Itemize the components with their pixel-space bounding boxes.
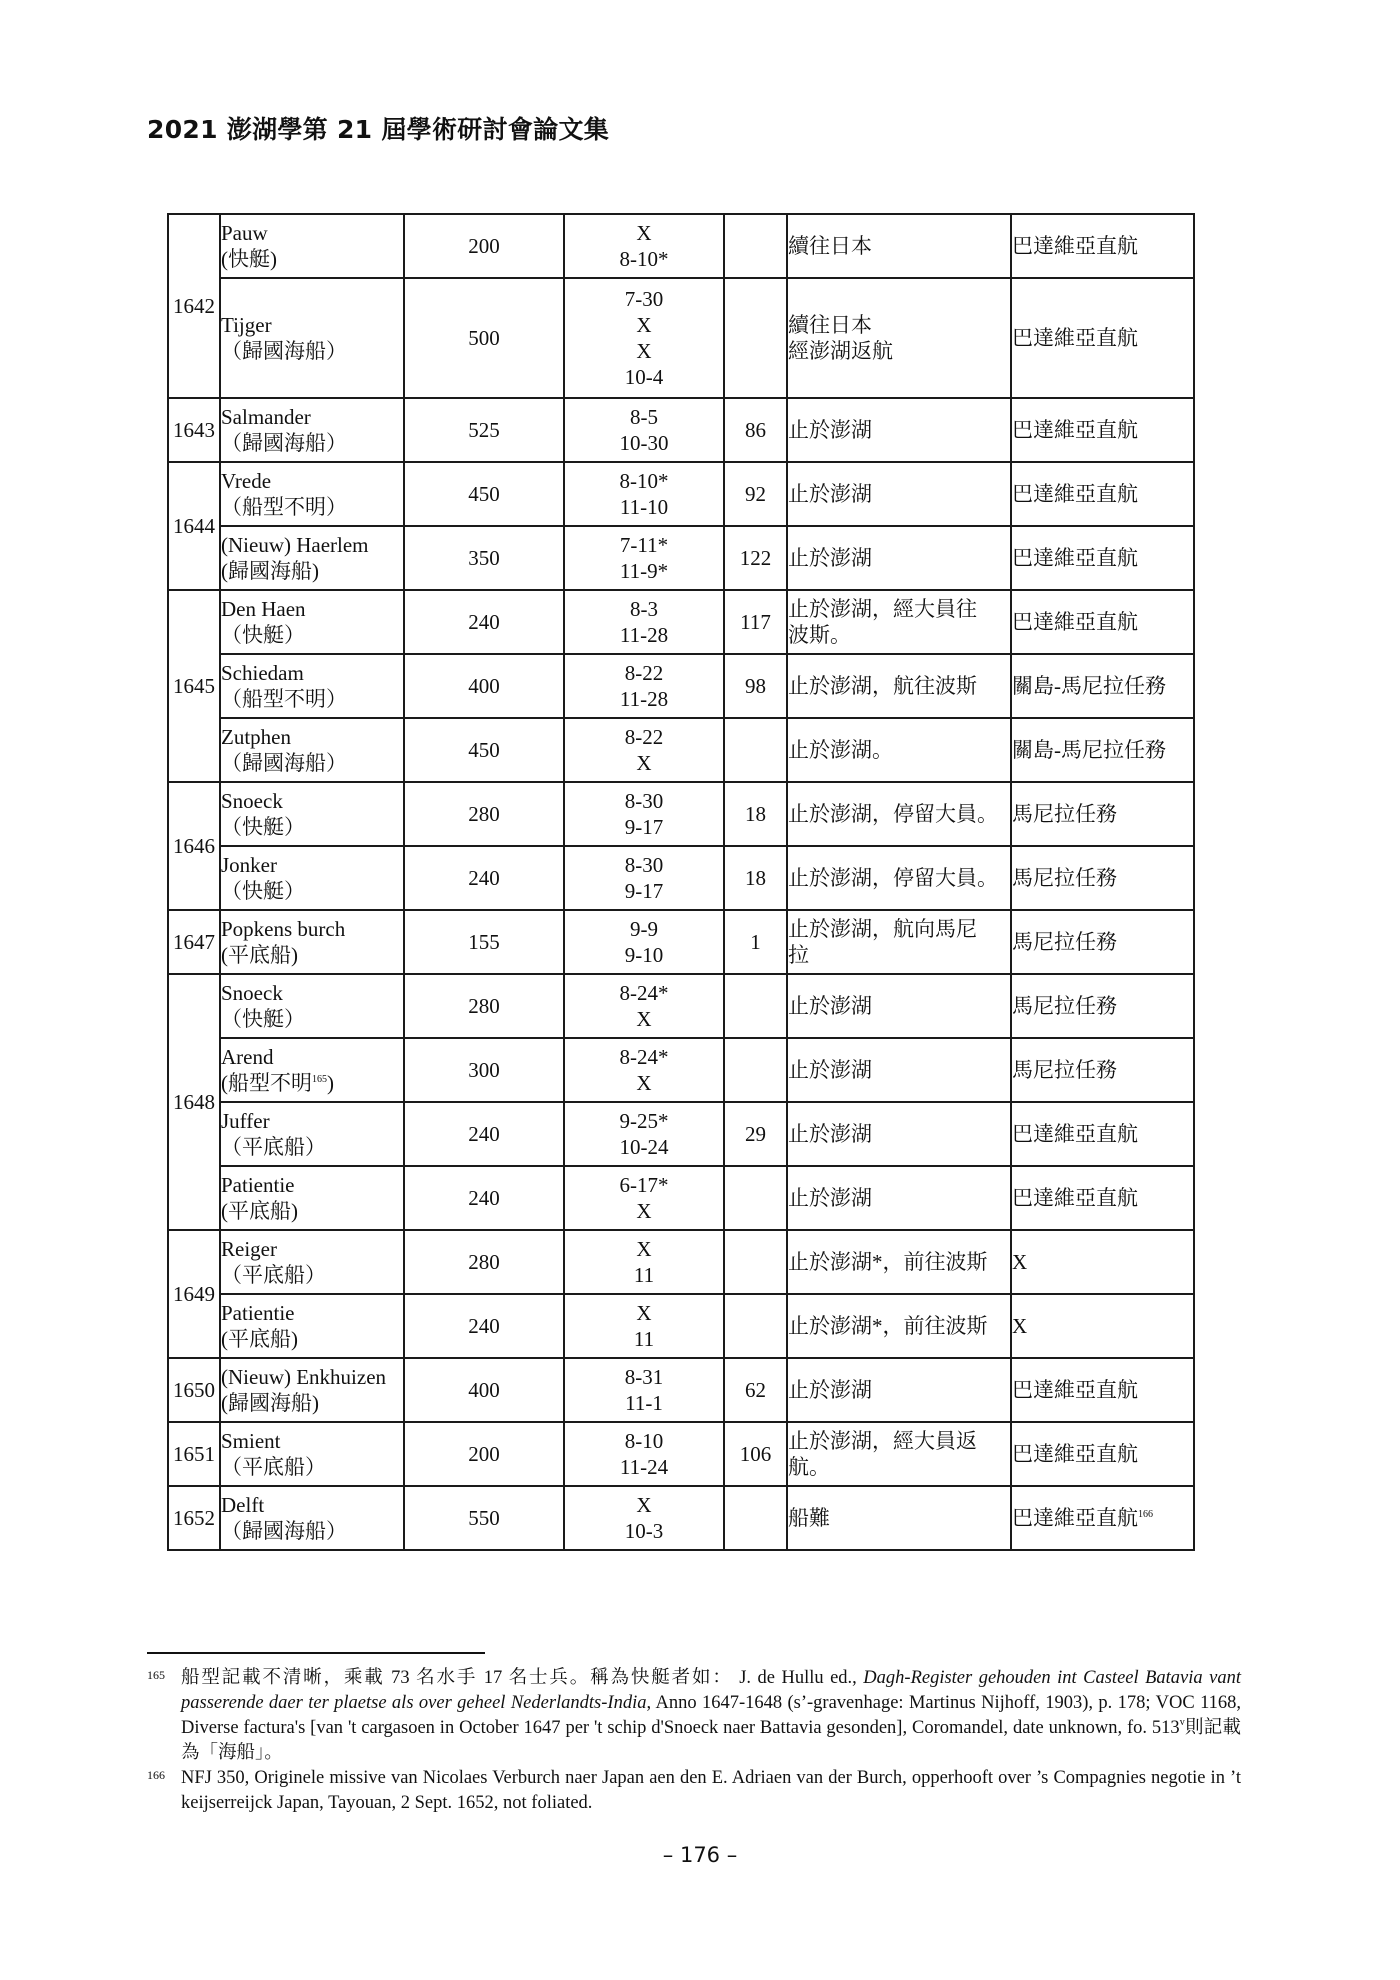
tonnage-cell: 240	[404, 846, 564, 910]
tonnage-cell: 450	[404, 462, 564, 526]
note-cell	[787, 1422, 1011, 1486]
date-value: 8-10*	[619, 469, 669, 493]
note-line: 止於澎湖	[788, 1122, 872, 1146]
route-cell: 巴達維亞直航	[1011, 462, 1194, 526]
ship-name: Arend	[221, 1045, 274, 1069]
days-cell	[724, 1038, 787, 1102]
route-cell: 巴達維亞直航	[1011, 1422, 1194, 1486]
ship-name-cell	[220, 214, 404, 278]
note-line: 止於澎湖	[788, 546, 872, 570]
dates-cell	[564, 1422, 724, 1486]
date-value: X	[636, 751, 652, 775]
note-line: 止於澎湖。	[788, 738, 893, 762]
year-cell: 1651	[168, 1422, 220, 1486]
date-value: 11-28	[619, 687, 669, 711]
ship-type: （歸國海船）	[221, 1519, 347, 1543]
ship-name-cell	[220, 974, 404, 1038]
date-value: 8-24*	[619, 1045, 669, 1069]
footnote-text: 船型記載不清晰，乘載 73 名水手 17 名士兵。稱為快艇者如： J. de Hullu ed.,	[181, 1668, 864, 1688]
ship-type: (船型不明$^{165}$)	[221, 1071, 334, 1095]
ship-name: Pauw	[221, 221, 268, 245]
year-cell: 1644	[168, 462, 220, 590]
note-line: 船難	[788, 1506, 830, 1530]
ship-name-cell	[220, 654, 404, 718]
days-cell	[724, 278, 787, 398]
days-cell	[724, 974, 787, 1038]
days-cell: 106	[724, 1422, 787, 1486]
dates-cell	[564, 1038, 724, 1102]
tonnage-cell: 280	[404, 974, 564, 1038]
ship-type: （歸國海船）	[221, 339, 347, 363]
note-line: 止於澎湖	[788, 1058, 872, 1082]
ship-name-cell	[220, 1358, 404, 1422]
days-cell	[724, 718, 787, 782]
ship-name-cell	[220, 1166, 404, 1230]
tonnage-cell: 200	[404, 214, 564, 278]
route-cell: 巴達維亞直航	[1011, 1102, 1194, 1166]
ship-type: （快艇）	[221, 1007, 305, 1031]
date-value: 8-5	[630, 405, 658, 429]
days-cell: 86	[724, 398, 787, 462]
ship-type: （歸國海船）	[221, 751, 347, 775]
route-cell: 巴達維亞直航	[1011, 278, 1194, 398]
days-cell	[724, 1166, 787, 1230]
footnote-text: 則記載為「海船」。	[181, 1718, 1241, 1763]
note-cell	[787, 1294, 1011, 1358]
ship-name: Patientie	[221, 1173, 295, 1197]
route-cell: 巴達維亞直航	[1011, 1166, 1194, 1230]
year-cell: 1643	[168, 398, 220, 462]
date-value: 8-3	[630, 597, 658, 621]
date-value: X	[636, 1071, 652, 1095]
date-value: 11-28	[619, 623, 669, 647]
days-cell: 18	[724, 846, 787, 910]
ship-type: (快艇)	[221, 247, 277, 271]
date-value: 8-30	[624, 853, 664, 877]
ship-name-cell	[220, 1230, 404, 1294]
ship-name: Delft	[221, 1493, 265, 1517]
dates-cell	[564, 526, 724, 590]
tonnage-cell: 280	[404, 1230, 564, 1294]
route-cell: 關島-馬尼拉任務	[1011, 718, 1194, 782]
days-cell: 92	[724, 462, 787, 526]
ship-type: （船型不明）	[221, 495, 347, 519]
route-cell: 馬尼拉任務	[1011, 1038, 1194, 1102]
days-cell: 98	[724, 654, 787, 718]
note-line: 止於澎湖*，前往波斯	[788, 1250, 988, 1274]
date-value: 10-30	[619, 431, 669, 455]
date-value: 8-10	[624, 1429, 664, 1453]
days-cell	[724, 214, 787, 278]
date-value: 8-22	[624, 661, 664, 685]
date-value: X	[636, 1237, 652, 1261]
ship-name: Jonker	[221, 853, 277, 877]
table-row	[168, 782, 1194, 846]
table-row	[168, 1486, 1194, 1550]
route-cell: 馬尼拉任務	[1011, 846, 1194, 910]
footnote-divider	[147, 1652, 485, 1654]
note-line: 止於澎湖，停留大員。	[788, 866, 998, 890]
date-value: 10-4	[624, 365, 664, 389]
table-row	[168, 1166, 1194, 1230]
footnote-ref: 165	[312, 1074, 327, 1085]
note-cell	[787, 526, 1011, 590]
dates-cell	[564, 1486, 724, 1550]
note-line: 止於澎湖，經大員往	[788, 597, 977, 621]
note-cell	[787, 1102, 1011, 1166]
dates-cell	[564, 1230, 724, 1294]
date-value: 9-17	[624, 879, 664, 903]
table-row	[168, 214, 1194, 278]
ship-name: Smient	[221, 1429, 281, 1453]
ship-type: (平底船)	[221, 1199, 298, 1223]
ship-name: Snoeck	[221, 789, 283, 813]
days-cell: 117	[724, 590, 787, 654]
ship-name-cell	[220, 910, 404, 974]
route-cell: 巴達維亞直航$^{166}$	[1011, 1486, 1194, 1550]
footnote-text: , Anno 1647-1648 (s’-gravenhage: Martinus Nijhoff, 1903), p. 178; VOC 1168, Diverse factura's [van 't cargasoen in October 1647 per 't schip d'Snoeck naer Battavia gesonden], Coromandel, date unknown, fo. 513	[181, 1693, 1242, 1738]
ship-voyage-table	[167, 213, 1195, 1551]
date-value: 8-31	[624, 1365, 664, 1389]
table-row	[168, 1102, 1194, 1166]
ship-type: （歸國海船）	[221, 431, 347, 455]
ship-name: (Nieuw) Enkhuizen	[221, 1365, 387, 1389]
table-row	[168, 398, 1194, 462]
ship-type: (平底船)	[221, 1327, 298, 1351]
ship-name: Reiger	[221, 1237, 277, 1261]
route-cell: 馬尼拉任務	[1011, 974, 1194, 1038]
table-row	[168, 1358, 1194, 1422]
ship-name-cell	[220, 1486, 404, 1550]
table-row	[168, 526, 1194, 590]
table-row	[168, 462, 1194, 526]
date-value: 9-10	[624, 943, 664, 967]
route-cell: 馬尼拉任務	[1011, 782, 1194, 846]
footnote-ref: 166	[1138, 1509, 1153, 1520]
ship-name-cell	[220, 1038, 404, 1102]
dates-cell	[564, 910, 724, 974]
days-cell	[724, 1294, 787, 1358]
route-cell: 巴達維亞直航	[1011, 526, 1194, 590]
note-cell	[787, 910, 1011, 974]
note-line: 止於澎湖	[788, 1378, 872, 1402]
note-cell	[787, 398, 1011, 462]
date-value: 11	[633, 1327, 655, 1351]
superscript: v	[1179, 1717, 1185, 1728]
table-row	[168, 974, 1194, 1038]
running-header-title: 2021 澎湖學第 21 屆學術研討會論文集	[147, 115, 610, 144]
tonnage-cell: 550	[404, 1486, 564, 1550]
ship-name: Zutphen	[221, 725, 291, 749]
ship-name: Popkens burch	[221, 917, 346, 941]
date-value: X	[636, 1301, 652, 1325]
note-line: 止於澎湖，航向馬尼	[788, 917, 977, 941]
dates-cell	[564, 214, 724, 278]
dates-cell	[564, 278, 724, 398]
dates-cell	[564, 974, 724, 1038]
ship-type: （船型不明）	[221, 687, 347, 711]
year-cell: 1646	[168, 782, 220, 910]
date-value: X	[636, 1493, 652, 1517]
year-cell: 1650	[168, 1358, 220, 1422]
ship-name-cell	[220, 846, 404, 910]
days-cell: 122	[724, 526, 787, 590]
dates-cell	[564, 654, 724, 718]
note-cell	[787, 590, 1011, 654]
table-row	[168, 654, 1194, 718]
date-value: X	[636, 339, 652, 363]
tonnage-cell: 300	[404, 1038, 564, 1102]
dates-cell	[564, 846, 724, 910]
date-value: X	[636, 1199, 652, 1223]
ship-name: Schiedam	[221, 661, 304, 685]
ship-name-cell	[220, 782, 404, 846]
dates-cell	[564, 782, 724, 846]
dates-cell	[564, 1294, 724, 1358]
tonnage-cell: 500	[404, 278, 564, 398]
note-cell	[787, 1038, 1011, 1102]
route-cell: 巴達維亞直航	[1011, 398, 1194, 462]
note-cell	[787, 782, 1011, 846]
dates-cell	[564, 1358, 724, 1422]
days-cell: 29	[724, 1102, 787, 1166]
days-cell: 62	[724, 1358, 787, 1422]
ship-type: (平底船)	[221, 943, 298, 967]
note-cell	[787, 462, 1011, 526]
footnote	[147, 1666, 1241, 1766]
ship-type: （平底船）	[221, 1135, 326, 1159]
italic-title: Dagh-Register gehouden int Casteel Batavia vant passerende daer ter plaetse als over geheel Nederlandts-India	[181, 1668, 1242, 1713]
route-cell: X	[1011, 1294, 1194, 1358]
date-value: X	[636, 1007, 652, 1031]
note-line: 止於澎湖	[788, 482, 872, 506]
table-row	[168, 1294, 1194, 1358]
days-cell	[724, 1486, 787, 1550]
tonnage-cell: 240	[404, 590, 564, 654]
footnote-number: 166	[147, 1768, 165, 1782]
date-value: 11-1	[625, 1391, 663, 1415]
table-row	[168, 718, 1194, 782]
ship-name-cell	[220, 278, 404, 398]
note-cell	[787, 1486, 1011, 1550]
page-number: – 176 –	[662, 1843, 738, 1867]
note-line: 航。	[788, 1455, 830, 1479]
ship-name: (Nieuw) Haerlem	[221, 533, 369, 557]
tonnage-cell: 400	[404, 654, 564, 718]
year-cell: 1647	[168, 910, 220, 974]
dates-cell	[564, 398, 724, 462]
date-value: 11	[633, 1263, 655, 1287]
date-value: 8-30	[624, 789, 664, 813]
note-cell	[787, 974, 1011, 1038]
date-value: 9-25*	[619, 1109, 669, 1133]
date-value: 9-9	[630, 917, 658, 941]
note-line: 止於澎湖，航往波斯	[788, 674, 977, 698]
tonnage-cell: 240	[404, 1294, 564, 1358]
note-line: 止於澎湖，停留大員。	[788, 802, 998, 826]
date-value: 10-24	[619, 1135, 669, 1159]
ship-name-cell	[220, 718, 404, 782]
days-cell	[724, 1230, 787, 1294]
note-line: 續往日本	[788, 313, 872, 337]
tonnage-cell: 155	[404, 910, 564, 974]
note-line: 止於澎湖	[788, 418, 872, 442]
table-row	[168, 1422, 1194, 1486]
note-cell	[787, 1166, 1011, 1230]
route-cell: 巴達維亞直航	[1011, 590, 1194, 654]
note-line: 止於澎湖	[788, 994, 872, 1018]
date-value: 10-3	[624, 1519, 664, 1543]
route-cell: 巴達維亞直航	[1011, 1358, 1194, 1422]
note-cell	[787, 718, 1011, 782]
year-cell: 1645	[168, 590, 220, 782]
date-value: X	[636, 221, 652, 245]
ship-type: （快艇）	[221, 623, 305, 647]
ship-type: （快艇）	[221, 879, 305, 903]
ship-name: Vrede	[221, 469, 272, 493]
date-value: 9-17	[624, 815, 664, 839]
ship-name: Tijger	[221, 313, 272, 337]
ship-name: Den Haen	[221, 597, 306, 621]
table-row	[168, 278, 1194, 398]
note-cell	[787, 1230, 1011, 1294]
dates-cell	[564, 462, 724, 526]
date-value: 7-11*	[619, 533, 669, 557]
ship-name: Snoeck	[221, 981, 283, 1005]
ship-type: （平底船）	[221, 1455, 326, 1479]
year-cell: 1642	[168, 214, 220, 398]
note-line: 經澎湖返航	[788, 339, 893, 363]
dates-cell	[564, 1166, 724, 1230]
table-row	[168, 846, 1194, 910]
footnote-number: 165	[147, 1668, 165, 1682]
tonnage-cell: 400	[404, 1358, 564, 1422]
date-value: 7-30	[624, 287, 664, 311]
date-value: 8-24*	[619, 981, 669, 1005]
tonnage-cell: 350	[404, 526, 564, 590]
date-value: 8-10*	[619, 247, 669, 271]
ship-name-cell	[220, 590, 404, 654]
days-cell: 1	[724, 910, 787, 974]
ship-name-cell	[220, 526, 404, 590]
year-cell: 1648	[168, 974, 220, 1230]
ship-type: (歸國海船)	[221, 559, 319, 583]
note-line: 波斯。	[788, 623, 851, 647]
note-cell	[787, 214, 1011, 278]
year-cell: 1649	[168, 1230, 220, 1358]
note-line: 續往日本	[788, 234, 872, 258]
date-value: X	[636, 313, 652, 337]
ship-name: Patientie	[221, 1301, 295, 1325]
note-cell	[787, 654, 1011, 718]
ship-name: Salmander	[221, 405, 311, 429]
ship-type: （快艇）	[221, 815, 305, 839]
date-value: 11-24	[619, 1455, 669, 1479]
table-row	[168, 910, 1194, 974]
note-cell	[787, 1358, 1011, 1422]
route-cell: 關島-馬尼拉任務	[1011, 654, 1194, 718]
ship-name-cell	[220, 398, 404, 462]
ship-name-cell	[220, 1294, 404, 1358]
dates-cell	[564, 1102, 724, 1166]
tonnage-cell: 240	[404, 1102, 564, 1166]
ship-name-cell	[220, 1422, 404, 1486]
date-value: 11-9*	[619, 559, 669, 583]
table-row	[168, 590, 1194, 654]
note-line: 拉	[788, 943, 809, 967]
table-body	[168, 214, 1194, 1550]
ship-type: （平底船）	[221, 1263, 326, 1287]
date-value: 6-17*	[619, 1173, 669, 1197]
footnotes	[147, 1666, 1241, 1816]
footnote	[147, 1766, 1241, 1816]
date-value: 8-22	[624, 725, 664, 749]
dates-cell	[564, 590, 724, 654]
route-cell: 馬尼拉任務	[1011, 910, 1194, 974]
year-cell: 1652	[168, 1486, 220, 1550]
dates-cell	[564, 718, 724, 782]
tonnage-cell: 450	[404, 718, 564, 782]
ship-name: Juffer	[221, 1109, 270, 1133]
note-line: 止於澎湖	[788, 1186, 872, 1210]
ship-type: (歸國海船)	[221, 1391, 319, 1415]
note-cell	[787, 278, 1011, 398]
note-line: 止於澎湖*，前往波斯	[788, 1314, 988, 1338]
footnote-text: NFJ 350, Originele missive van Nicolaes Verburch naer Japan aen den E. Adriaen van der Burch, opperhooft over ’s Compagnies negotie in ’t keijserreijck Japan, Tayouan, 2 Sept. 1652, not foliated.	[181, 1768, 1241, 1813]
note-cell	[787, 846, 1011, 910]
ship-name-cell	[220, 1102, 404, 1166]
tonnage-cell: 525	[404, 398, 564, 462]
table-row	[168, 1230, 1194, 1294]
tonnage-cell: 240	[404, 1166, 564, 1230]
table-row	[168, 1038, 1194, 1102]
note-line: 止於澎湖，經大員返	[788, 1429, 977, 1453]
date-value: 11-10	[619, 495, 669, 519]
ship-name-cell	[220, 462, 404, 526]
tonnage-cell: 280	[404, 782, 564, 846]
days-cell: 18	[724, 782, 787, 846]
route-cell: X	[1011, 1230, 1194, 1294]
tonnage-cell: 200	[404, 1422, 564, 1486]
route-cell: 巴達維亞直航	[1011, 214, 1194, 278]
